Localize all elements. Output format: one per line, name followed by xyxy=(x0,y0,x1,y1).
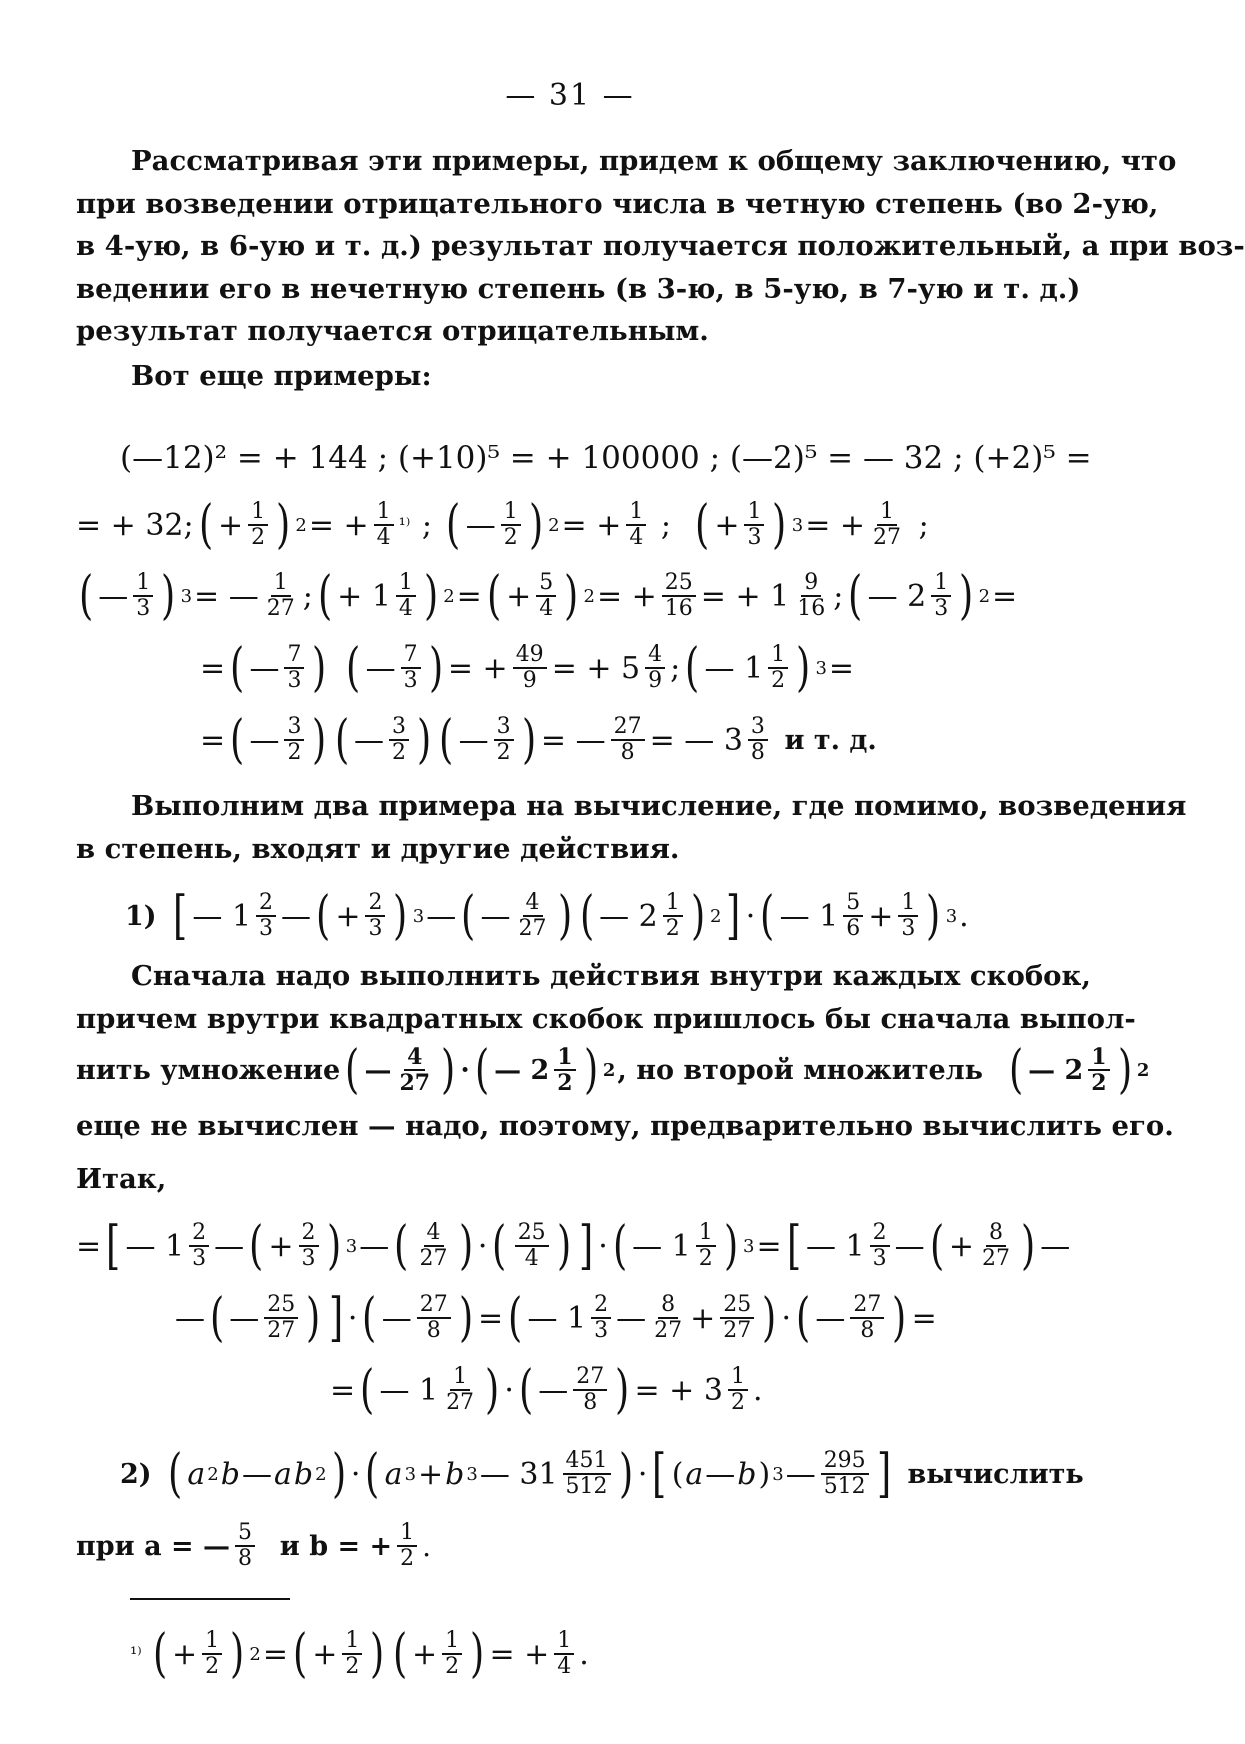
explanation-line-3: нить умножение ( — $\frac{4}{27}$ ) · ( — 2 $\frac{1}{2}$ ) 2 , но второй множитель ( — 2 $\frac{1}{2}$ ) 2 xyxy=(76,1040,1150,1100)
footnote-mark: ¹⁾ xyxy=(130,1643,142,1665)
text-line: и b = + xyxy=(279,1530,393,1562)
footnote: ¹⁾ ( + $\frac{1}{2}$ ) 2 = ( + $\frac{1}{2}$ ) ( + $\frac{1}{2}$ ) = + $\frac{1}{4}$ . xyxy=(130,1624,589,1684)
math-text: = + 32; xyxy=(76,507,194,543)
paragraph-more-examples xyxy=(76,355,1066,398)
text-line: Рассматривая эти примеры, придем к общему заключению, что xyxy=(131,145,1177,177)
paragraph-itak xyxy=(76,1158,1066,1201)
text-line: Сначала надо выполнить действия внутри каждых скобок, xyxy=(131,960,1091,992)
footnote-ref: ¹⁾ xyxy=(398,514,411,536)
paragraph-explanation xyxy=(76,955,1136,1040)
paragraph-two-examples xyxy=(76,785,1187,870)
example-2-expression: 2) ( a 2 b — a b 2 ) · ( a 3 + b 3 — 31 $\frac{451}{512}$ ) · [ ( a — b ) 3 — $\frac{295}{512}$ ] вычислить xyxy=(120,1444,1084,1504)
math-text: (—12)² = + 144 ; (+10)⁵ = + 100000 ; (—2)⁵ = — 32 ; (+2)⁵ = xyxy=(120,440,1092,476)
etc-text: и т. д. xyxy=(784,724,877,756)
text-line: в 4-ую, в 6-ую и т. д.) результат получается положительный, а при воз- xyxy=(76,230,1245,262)
text-line: , но второй множитель xyxy=(617,1054,983,1086)
text-line: ведении его в нечетную степень (в 3-ю, в 5-ую, в 7-ую и т. д.) xyxy=(76,272,1081,305)
examples-line-3: ( — $\frac{1}{3}$ ) 3 = — $\frac{1}{27}$ ; ( + 1 $\frac{1}{4}$ ) 2 = ( + $\frac{5}{4}$ ) 2 = + $\frac{25}{16}$ = + 1 $\frac{9}{16}$ ; ( — 2 $\frac{1}{3}$ ) 2 = xyxy=(79,566,1018,626)
examples-line-1 xyxy=(120,440,1092,476)
solution-line-3: = ( — 1 $\frac{1}{27}$ ) · ( — $\frac{27}{8}$ ) = + 3 $\frac{1}{2}$ . xyxy=(330,1360,763,1420)
text-line: Выполним два примера на вычисление, где помимо, возведения xyxy=(131,790,1187,822)
paragraph-conclusion xyxy=(76,140,1245,353)
text-line: Вот еще примеры: xyxy=(131,360,432,392)
example-label: 1) xyxy=(125,900,157,932)
text-line: при возведении отрицательного числа в четную степень (во 2-ую, xyxy=(76,187,1159,220)
paragraph-explanation-end xyxy=(76,1105,1174,1148)
footnote-divider xyxy=(130,1598,290,1600)
text-line: в степень, входят и другие действия. xyxy=(76,832,680,865)
text-line: при a = — xyxy=(76,1530,230,1562)
solution-line-2: — ( — $\frac{25}{27}$ ) ] · ( — $\frac{27}{8}$ ) = ( — 1 $\frac{2}{3}$ — $\frac{8}{27}$ + $\frac{25}{27}$ ) · ( — $\frac{27}{8}$ ) = xyxy=(175,1288,937,1348)
solution-line-1: = [ — 1 $\frac{2}{3}$ — ( + $\frac{2}{3}$ ) 3 — ( $\frac{4}{27}$ ) · ( $\frac{25}{4}$ ) ] · ( — 1 $\frac{1}{2}$ ) 3 = [ — 1 $\frac{2}{3}$ — ( + $\frac{8}{27}$ ) — xyxy=(76,1216,1071,1276)
example-1-expression: 1) [ — 1 $\frac{2}{3}$ — ( + $\frac{2}{3}$ ) 3 — ( — $\frac{4}{27}$ ) ( — 2 $\frac{1}{2}$ ) 2 ] · ( — 1 $\frac{5}{6}$ + $\frac{1}{3}$ ) 3 . xyxy=(125,886,969,946)
example-label: 2) xyxy=(120,1458,152,1490)
page-number: — 31 — xyxy=(505,78,635,113)
example-2-values: при a = — $\frac{5}{8}$ и b = + $\frac{1}{2}$ . xyxy=(76,1520,432,1571)
examples-line-2: = + 32; ( + $\frac{1}{2}$ ) 2 = + $\frac{1}{4}$ ¹⁾ ; ( — $\frac{1}{2}$ ) 2 = + $\frac{1}{4}$ ; ( + $\frac{1}{3}$ ) 3 = + $\frac{1}{27}$ ; xyxy=(76,495,929,555)
text-line: результат получается отрицательным. xyxy=(76,315,709,347)
text-line: Итак, xyxy=(76,1163,167,1195)
examples-line-5: = ( — $\frac{3}{2}$ ) ( — $\frac{3}{2}$ ) ( — $\frac{3}{2}$ ) = — $\frac{27}{8}$ = — 3 $\frac{3}{8}$ и т. д. xyxy=(200,710,877,770)
text-line: еще не вычислен — надо, поэтому, предварительно вычислить его. xyxy=(76,1110,1174,1142)
text-line: причем врутри квадратных скобок пришлось бы сначала выпол- xyxy=(76,1002,1136,1035)
text-line: нить умножение xyxy=(76,1054,341,1086)
examples-line-4: = ( — $\frac{7}{3}$ ) ( — $\frac{7}{3}$ ) = + $\frac{49}{9}$ = + 5 $\frac{4}{9}$ ; ( — 1 $\frac{1}{2}$ ) 3 = xyxy=(200,638,855,698)
text-line: вычислить xyxy=(907,1458,1084,1490)
